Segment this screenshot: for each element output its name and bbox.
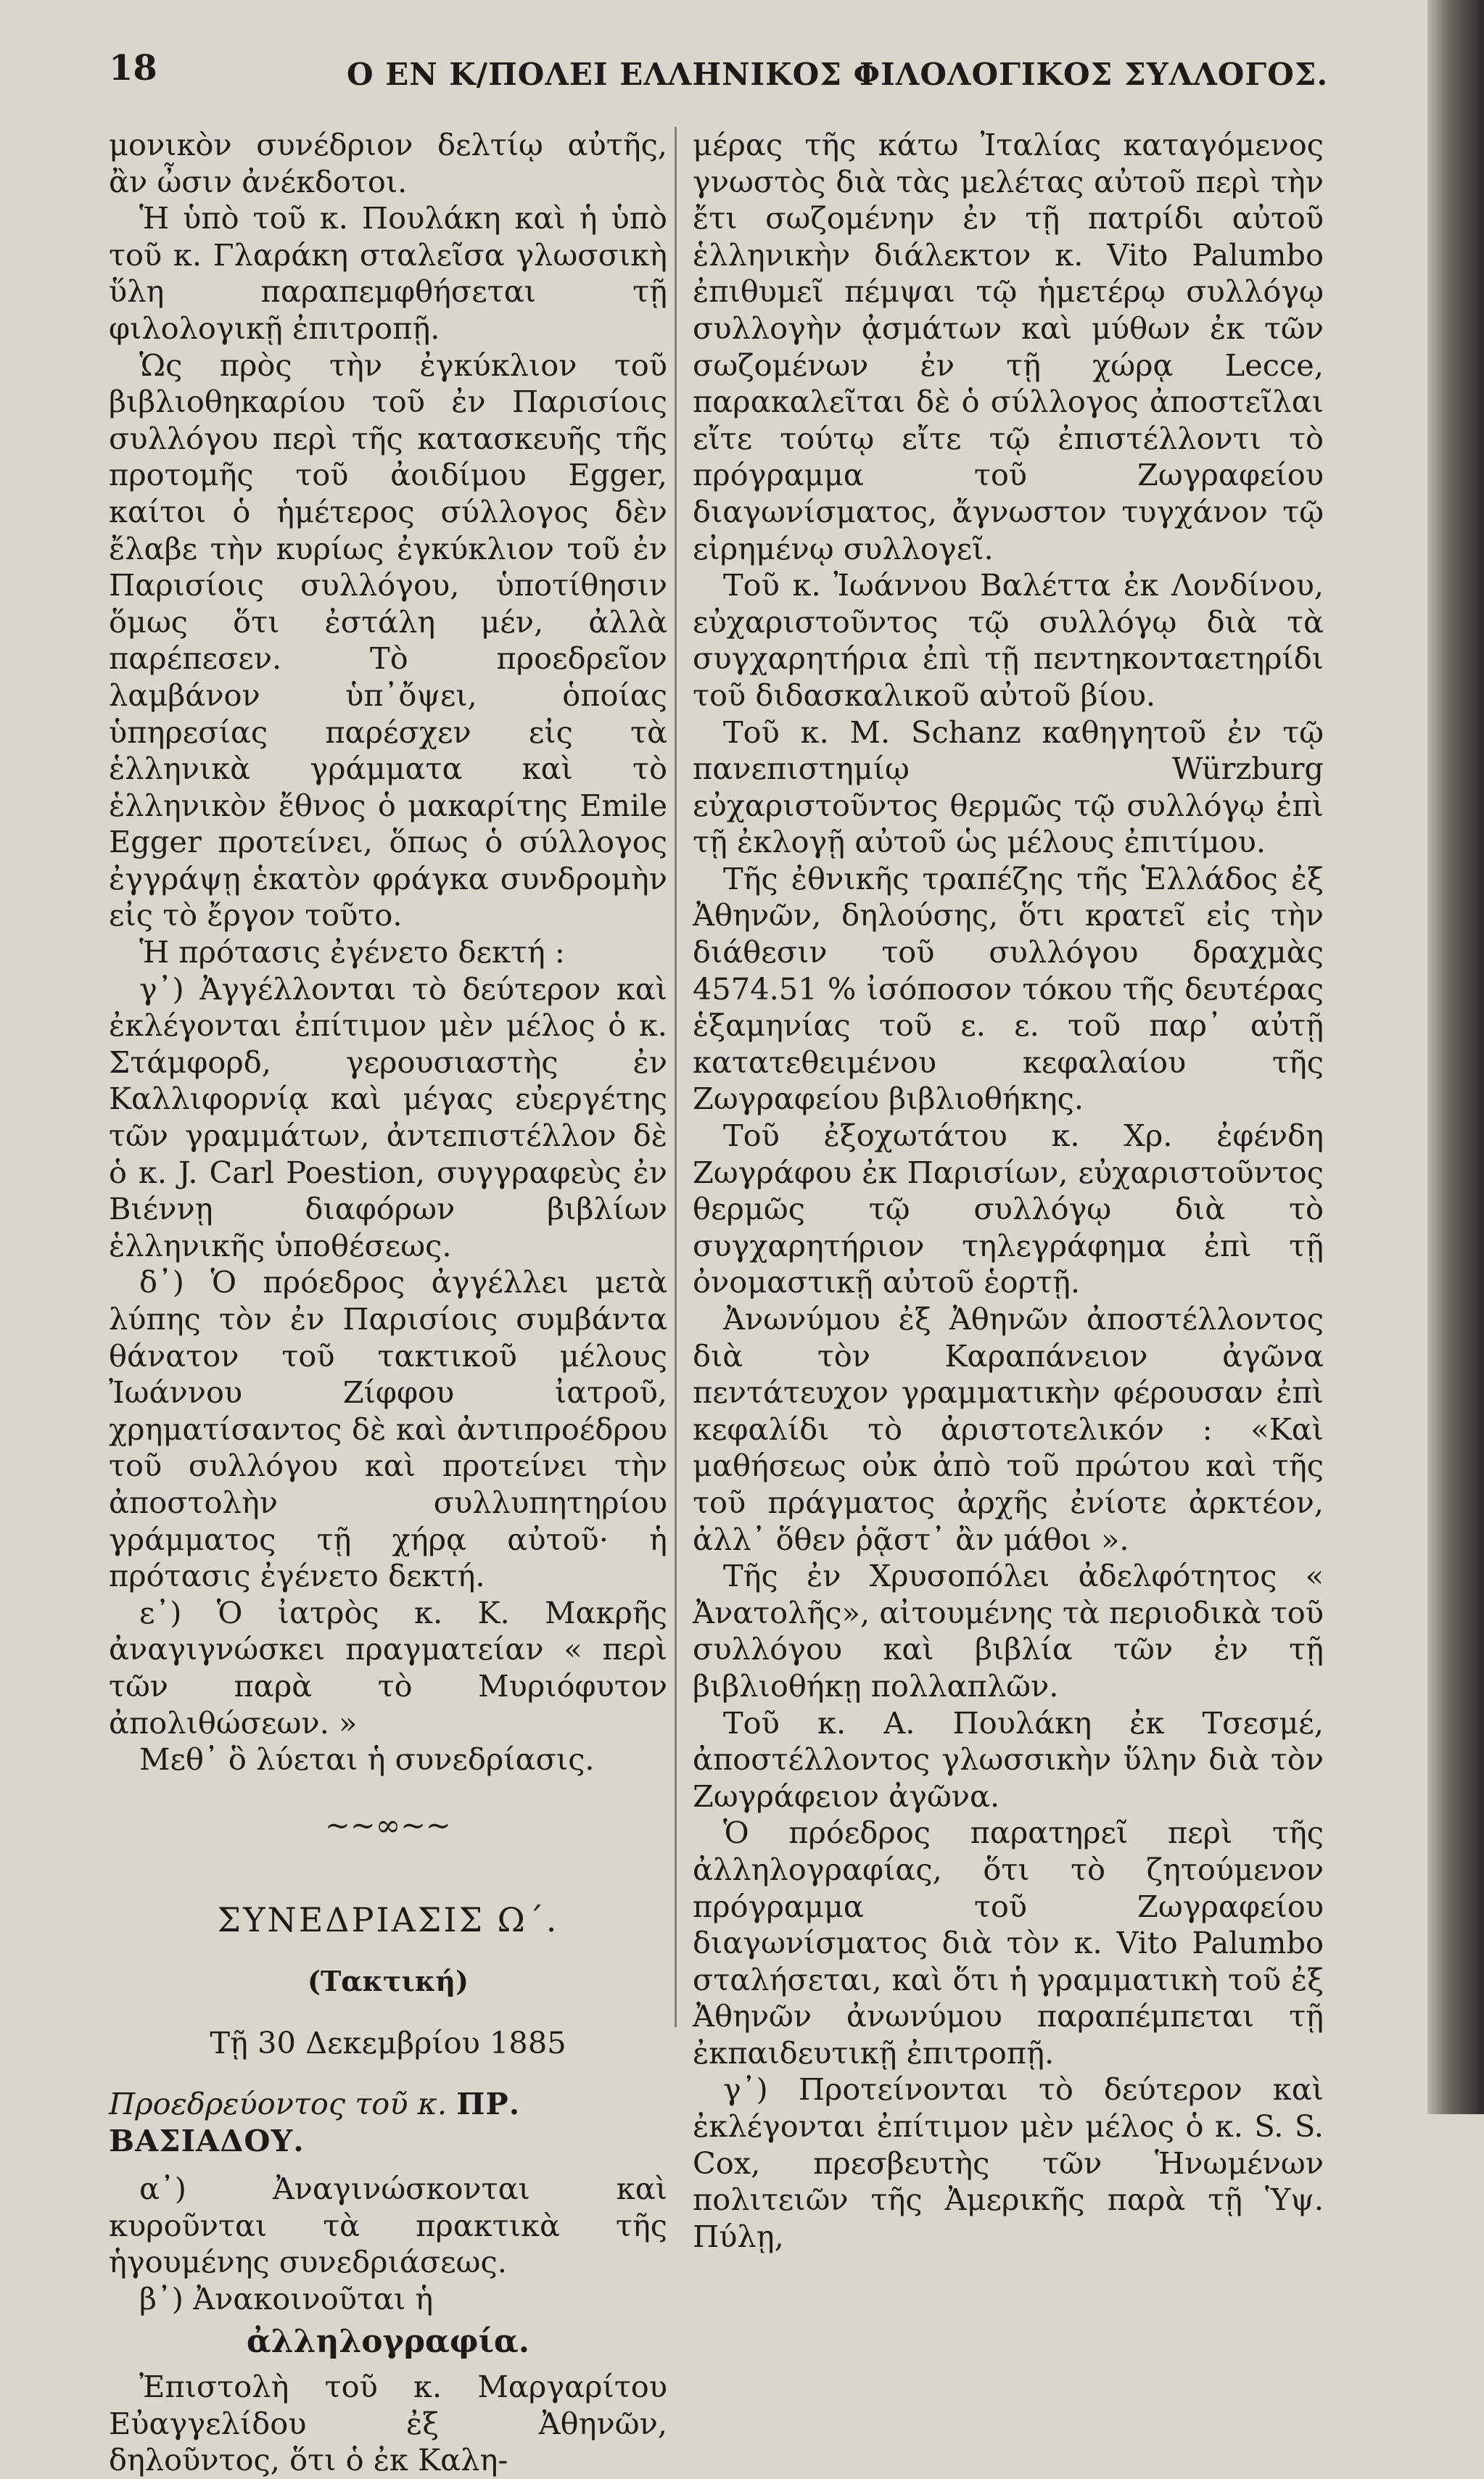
paragraph: Ὡς πρὸς τὴν ἐγκύκλιον τοῦ βιβλιοθηκαρίου τοῦ ἐν Παρισίοις συλλόγου περὶ τῆς κατασκευῆς τῆς προτομῆς τοῦ ἀοιδίμου Egger, καίτοι ὁ ἡμέτερος σύλλογος δὲν ἔλαβε τὴν κυρίως ἐγκύκλιον τοῦ ἐν Παρισίοις συλλόγου, ὑποτίθησιν ὅμως ὅτι ἐστάλη μέν, ἀλλὰ παρέπεσεν. Τὸ προεδρεῖον λαμβάνον ὑπ᾽ὄψει, ὁποίας ὑπηρεσίας παρέσχεν εἰς τὰ ἑλληνικὰ γράμματα καὶ τὸ ἑλληνικὸν ἔθνος ὁ μακαρίτης Emile Egger προτείνει, ὅπως ὁ σύλλογος ἐγγράψῃ ἑκατὸν φράγκα συνδρομὴν εἰς τὸ ἔργον τοῦτο. — [109, 347, 667, 933]
paragraph: Μεθ᾽ ὃ λύεται ἡ συνεδρίασις. — [139, 1741, 595, 1778]
paragraph: Ἀνωνύμου ἐξ Ἀθηνῶν ἀποστέλλοντος διὰ τὸν Καραπάνειον ἀγῶνα πεντάτευχον γραμματικὴν φέρουσαν ἐπὶ κεφαλίδι τὸ ἀριστοτελικόν : «Καὶ μαθήσεως οὐκ ἀπὸ τοῦ πρώτου καὶ τῆς τοῦ πράγματος ἀρχῆς ἐνίοτε ἀρκτέον, ἀλλ᾽ ὅθεν ῥᾷστ᾽ ἂν μάθοι ». — [693, 1301, 1324, 1557]
ornament-divider: ~~∞~~ — [325, 1807, 451, 1843]
paragraph: Τῆς ἐν Χρυσοπόλει ἀδελφότητος « Ἀνατολῆς», αἰτουμένης τὰ περιοδικὰ τοῦ συλλόγου καὶ βιβλία τῶν ἐν τῇ βιβλιοθήκῃ πολλαπλῶν. — [693, 1558, 1324, 1704]
page-number: 18 — [109, 48, 157, 88]
right-column — [693, 127, 1324, 2255]
paragraph: β᾽) Ἀνακοινοῦται ἡ — [139, 2281, 434, 2317]
paragraph: α᾽) Ἀναγινώσκονται καὶ κυροῦνται τὰ πρακτικὰ τῆς ἡγουμένης συνεδριάσεως. — [109, 2171, 667, 2280]
paragraph: Τοῦ κ. Ἰωάννου Βαλέττα ἐκ Λονδίνου, εὐχαριστοῦντος τῷ συλλόγῳ διὰ τὰ συγχαρητήρια ἐπὶ τῇ πεντηκονταετηρίδι τοῦ διδασκαλικοῦ αὐτοῦ βίου. — [693, 567, 1324, 713]
paragraph: γ᾽) Ἀγγέλλονται τὸ δεύτερον καὶ ἐκλέγονται ἐπίτιμον μὲν μέλος ὁ κ. Στάμφορδ, γερουσιαστὴς ἐν Καλλιφορνίᾳ καὶ μέγας εὐεργέτης τῶν γραμμάτων, ἀντεπιστέλλον δὲ ὁ κ. J. Carl Poestion, συγγραφεὺς ἐν Βιέννῃ διαφόρων βιβλίων ἑλληνικῆς ὑποθέσεως. — [109, 970, 667, 1263]
paragraph: Τοῦ κ. M. Schanz καθηγητοῦ ἐν τῷ πανεπιστημίῳ Würzburg εὐχαριστοῦντος θερμῶς τῷ συλλόγῳ ἐπὶ τῇ ἐκλογῇ αὐτοῦ ὡς μέλους ἐπιτίμου. — [693, 714, 1324, 860]
paragraph: Ἡ ὑπὸ τοῦ κ. Πουλάκη καὶ ἡ ὑπὸ τοῦ κ. Γλαράκη σταλεῖσα γλωσσικὴ ὕλη παραπεμφθήσεται τῇ φιλολογικῇ ἐπιτροπῇ. — [109, 200, 667, 346]
running-title: Ο ΕΝ Κ/ΠΟΛΕΙ ΕΛΛΗΝΙΚΟΣ ΦΙΛΟΛΟΓΙΚΟΣ ΣΥΛΛΟΓΟΣ. — [347, 57, 1329, 92]
session-type: (Τακτική) — [307, 1964, 469, 1997]
left-column — [109, 127, 667, 2479]
paragraph: Τοῦ κ. Α. Πουλάκη ἐκ Τσεσμέ, ἀποστέλλοντος γλωσσικὴν ὕλην διὰ τὸν Ζωγράφειον ἀγῶνα. — [693, 1704, 1324, 1814]
paragraph: Ἡ πρότασις ἐγένετο δεκτή : — [139, 934, 565, 970]
session-date: Τῇ 30 Δεκεμβρίου 1885 — [210, 2024, 566, 2061]
paragraph: δ᾽) Ὁ πρόεδρος ἀγγέλλει μετὰ λύπης τὸν ἐν Παρισίοις συμβάντα θάνατον τοῦ τακτικοῦ μέλους Ἰωάννου Ζίφφου ἰατροῦ, χρηματίσαντος δὲ καὶ ἀντιπροέδρου τοῦ συλλόγου καὶ προτείνει τὴν ἀποστολὴν συλλυπητηρίου γράμματος τῇ χήρᾳ αὐτοῦ· ἡ πρότασις ἐγένετο δεκτή. — [109, 1264, 667, 1594]
paragraph: Ἐπιστολὴ τοῦ κ. Μαργαρίτου Εὐαγγελίδου ἐξ Ἀθηνῶν, δηλοῦντος, ὅτι ὁ ἐκ Καλη- — [109, 2369, 667, 2478]
column-rule — [675, 127, 677, 2027]
paragraph: Τῆς ἐθνικῆς τραπέζης τῆς Ἑλλάδος ἐξ Ἀθηνῶν, δηλούσης, ὅτι κρατεῖ εἰς τὴν διάθεσιν τοῦ συλλόγου δραχμὰς 4574.51 % ἰσόποσον τόκου τῆς δευτέρας ἑξαμηνίας τοῦ ε. ε. τοῦ παρ᾽ αὐτῇ κατατεθειμένου κεφαλαίου τῆς Ζωγραφείου βιβλιοθήκης. — [693, 860, 1324, 1117]
paragraph: μέρας τῆς κάτω Ἰταλίας καταγόμενος γνωστὸς διὰ τὰς μελέτας αὐτοῦ περὶ τὴν ἔτι σωζομένην ἐν τῇ πατρίδι αὐτοῦ ἑλληνικὴν διάλεκτον κ. Vito Palumbo ἐπιθυμεῖ πέμψαι τῷ ἡμετέρῳ συλλόγῳ συλλογὴν ᾀσμάτων καὶ μύθων ἐκ τῶν σωζομένων ἐν τῇ χώρᾳ Lecce, παρακαλεῖται δὲ ὁ σύλλογος ἀποστεῖλαι εἴτε τούτῳ εἴτε τῷ ἐπιστέλλοντι τὸ πρόγραμμα τοῦ Ζωγραφείου διαγωνίσματος, ἄγνωστον τυγχάνον τῷ εἰρημένῳ συλλογεῖ. — [693, 127, 1324, 566]
correspondence-heading: ἀλληλογραφία. — [246, 2322, 530, 2360]
session-heading: ΣΥΝΕΔΡΙΑΣΙΣ Ω΄. — [217, 1900, 559, 1940]
paragraph: ε᾽) Ὁ ἰατρὸς κ. Κ. Μακρῆς ἀναγιγνώσκει πραγματείαν « περὶ τῶν παρὰ τὸ Μυριόφυτον ἀπολιθώσεων. » — [109, 1594, 667, 1741]
page-edge-shadow — [1427, 0, 1484, 2114]
paragraph: Τοῦ ἐξοχωτάτου κ. Χρ. ἐφένδη Ζωγράφου ἐκ Παρισίων, εὐχαριστοῦντος θερμῶς τῷ συλλόγῳ διὰ τὸ συγχαρητήριον τηλεγράφημα ἐπὶ τῇ ὀνομαστικῇ αὐτοῦ ἑορτῇ. — [693, 1118, 1324, 1300]
presiding-line — [109, 2086, 667, 2159]
presiding-prefix: Προεδρεύοντος τοῦ κ. — [109, 2086, 448, 2122]
paragraph: μονικὸν συνέδριον δελτίῳ αὐτῆς, ἂν ὦσιν ἀνέκδοτοι. — [109, 127, 667, 199]
paragraph: Ὁ πρόεδρος παρατηρεῖ περὶ τῆς ἀλληλογραφίας, ὅτι τὸ ζητούμενον πρόγραμμα τοῦ Ζωγραφείου διαγωνίσματος διὰ τὸν κ. Vito Palumbo σταλήσεται, καὶ ὅτι ἡ γραμματικὴ τοῦ ἐξ Ἀθηνῶν ἀνωνύμου παραπέμπεται τῇ ἐκπαιδευτικῇ ἐπιτροπῇ. — [693, 1815, 1324, 2071]
paragraph: γ᾽) Προτείνονται τὸ δεύτερον καὶ ἐκλέγονται ἐπίτιμον μὲν μέλος ὁ κ. S. S. Cox, πρεσβευτὴς τῶν Ἡνωμένων πολιτειῶν τῆς Ἀμερικῆς παρὰ τῇ Ὑψ. Πύλῃ, — [693, 2071, 1324, 2254]
presiding-name: ΠΡ. ΒΑΣΙΑΔΟΥ. — [109, 2086, 521, 2158]
